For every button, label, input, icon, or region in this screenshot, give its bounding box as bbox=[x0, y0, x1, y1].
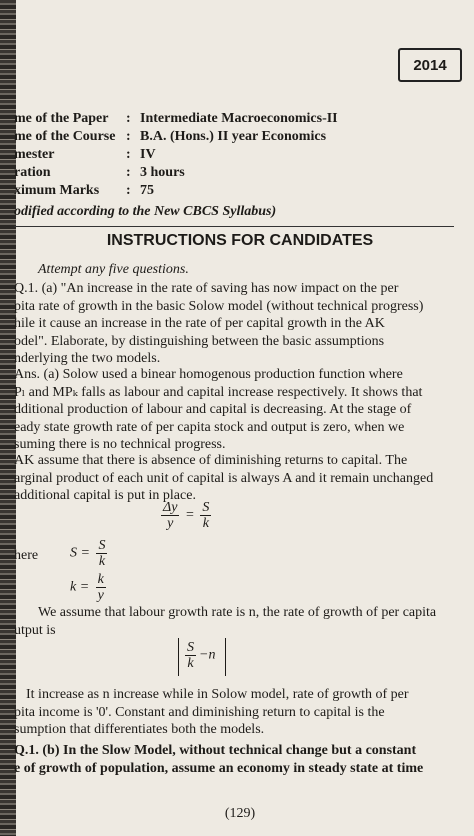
equation-s: S = $\frac{S}{k}$ bbox=[70, 538, 106, 569]
where-label: here bbox=[14, 548, 39, 563]
course-name-row: me of the Course : B.A. (Hons.) II year Economics bbox=[14, 129, 327, 144]
maximum-marks-row: ximum Marks : 75 bbox=[14, 183, 154, 198]
instructions-heading: INSTRUCTIONS FOR CANDIDATES bbox=[106, 232, 374, 249]
ak-model-paragraph: AK assume that there is absence of diminishing returns to capital. The arginal product of each unit of capital is always A and it remain unchanged additional capital is put in place. bbox=[14, 453, 434, 503]
syllabus-note: odified according to the New CBCS Syllabus) bbox=[14, 204, 277, 219]
duration-row: ration : 3 hours bbox=[14, 165, 185, 180]
question-1b: Q.1. (b) In the Slow Model, without technical change but a constant e of growth of population, assume an economy in steady state at time bbox=[14, 743, 424, 776]
exam-page bbox=[10, 0, 470, 836]
equation-growth-rate: $\frac{\Delta y}{y}$ = $\frac{S}{k}$ bbox=[163, 500, 210, 531]
paper-details bbox=[14, 110, 454, 200]
paper-name-row: me of the Paper : Intermediate Macroeconomics-II bbox=[14, 111, 338, 126]
question-1a: Q.1. (a) "An increase in the rate of saving has now impact on the per pita rate of growth in the basic Solow model (without technical progress) hile it cause an increase in the rate of per capital growth in the AK odel". Elaborate, by distinguishing between the basic assumptions nderlying the two models. bbox=[14, 281, 424, 366]
labour-growth-paragraph: We assume that labour growth rate is n, the rate of growth of per capita utput is bbox=[14, 605, 437, 638]
equation-per-capita-growth: $\frac{S}{k}$ −n bbox=[187, 640, 216, 671]
equation-k: k = $\frac{k}{y}$ bbox=[70, 572, 104, 603]
page-number: (129) bbox=[224, 806, 256, 821]
answer-1a: Ans. (a) Solow used a binear homogenous production function where Pₗ and MPₖ falls as labour and capital increase respectively. It shows that dditional production of labour and capital is decreasing. At the stage of eady state growth rate of per capita stock and output is zero, when we suming there is no technical progress. bbox=[14, 367, 423, 452]
year-badge: 2014 bbox=[398, 48, 462, 82]
attempt-instruction: Attempt any five questions. bbox=[38, 262, 189, 277]
divider bbox=[14, 226, 454, 227]
semester-row: mester : IV bbox=[14, 147, 156, 162]
comparison-paragraph: It increase as n increase while in Solow model, rate of growth of per pita income is '0'. Constant and diminishing return to capital is the sumption that differentiates both the models. bbox=[14, 687, 409, 737]
